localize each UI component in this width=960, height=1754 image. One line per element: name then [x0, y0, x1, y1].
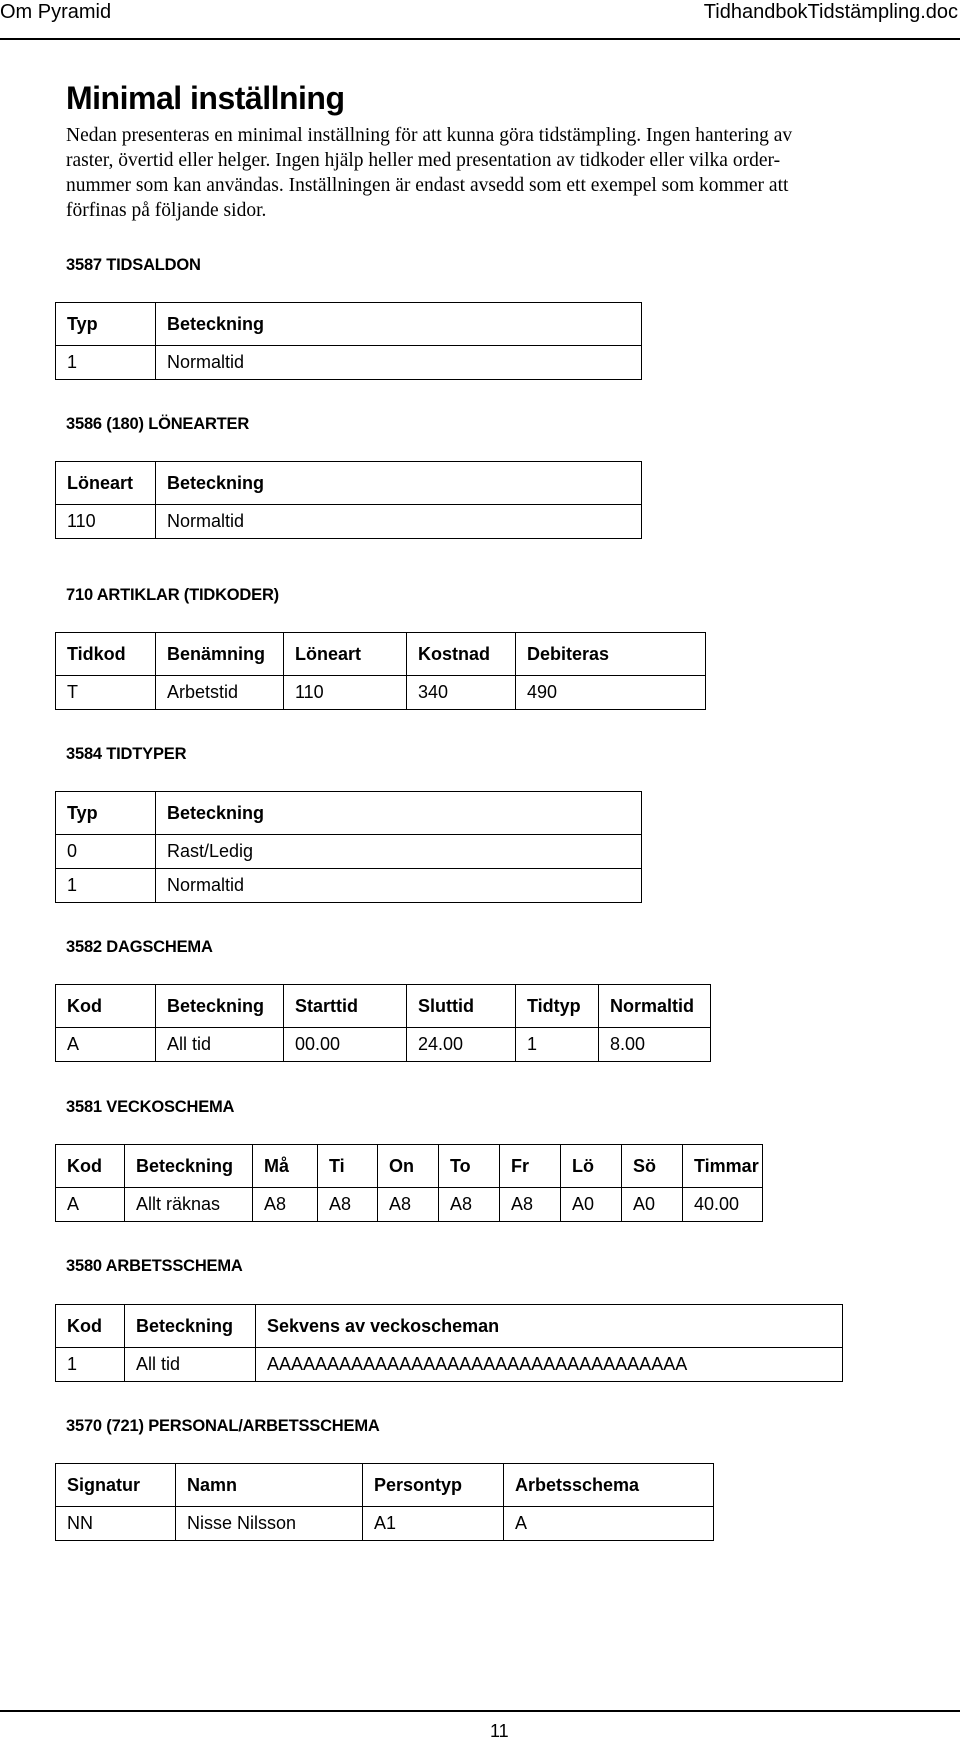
- table-cell: 110: [67, 511, 96, 531]
- column-header: Debiteras: [516, 633, 706, 676]
- table-cell: Normaltid: [156, 869, 642, 903]
- intro-line: raster, övertid eller helger. Ingen hjälp heller med presentation av tidkoder eller vilka order-: [66, 150, 781, 171]
- page-number: 11: [490, 1721, 509, 1741]
- intro-line: Nedan presenteras en minimal inställning för att kunna göra tidstämpling. Ingen hantering av: [66, 125, 793, 146]
- table-cell: NN: [67, 1513, 93, 1533]
- table-row: [56, 1507, 714, 1541]
- column-header: Signatur: [67, 1474, 141, 1495]
- table-veckoschema: [55, 1144, 763, 1222]
- table-cell: 8.00: [599, 1028, 711, 1062]
- intro-line: nummer som kan användas. Inställningen är endast avsedd som ett exempel som kommer att: [66, 175, 789, 196]
- table-header-row: [56, 985, 711, 1028]
- table-cell: 1: [67, 1354, 78, 1374]
- column-header: Löneart: [284, 633, 407, 676]
- table-row: [56, 1188, 763, 1222]
- table-cell: Allt räknas: [125, 1188, 253, 1222]
- table-cell: A8: [378, 1188, 439, 1222]
- table-cell: A8: [439, 1188, 500, 1222]
- table-header-row: [56, 462, 642, 505]
- column-header: On: [378, 1145, 439, 1188]
- column-header: Fr: [500, 1145, 561, 1188]
- column-header: Starttid: [284, 985, 407, 1028]
- table-cell: 490: [516, 676, 706, 710]
- table-row: [56, 676, 706, 710]
- column-header: Typ: [67, 313, 98, 334]
- table-cell: 340: [407, 676, 516, 710]
- table-header-row: [56, 1145, 763, 1188]
- table-header-row: [56, 1464, 714, 1507]
- column-header: Typ: [67, 802, 98, 823]
- table-cell: A1: [363, 1507, 504, 1541]
- table-row: [56, 346, 642, 380]
- column-header: Beteckning: [156, 985, 284, 1028]
- section-heading-arbetsschema: 3580 ARBETSSCHEMA: [66, 1257, 243, 1275]
- table-cell: A: [67, 1034, 80, 1054]
- table-row: [56, 1348, 843, 1382]
- column-header: Beteckning: [156, 303, 642, 346]
- table-tidtyper: [55, 791, 642, 903]
- table-row: [56, 869, 642, 903]
- table-dagschema: [55, 984, 711, 1062]
- column-header: Beteckning: [156, 792, 642, 835]
- section-heading-tidtyper: 3584 TIDTYPER: [66, 745, 187, 763]
- column-header: Benämning: [156, 633, 284, 676]
- section-heading-dagschema: 3582 DAGSCHEMA: [66, 938, 213, 956]
- section-heading-veckoschema: 3581 VECKOSCHEMA: [66, 1098, 235, 1116]
- column-header: Beteckning: [125, 1145, 253, 1188]
- section-heading-lonearter: 3586 (180) LÖNEARTER: [66, 415, 250, 433]
- column-header: To: [439, 1145, 500, 1188]
- table-cell: A8: [318, 1188, 378, 1222]
- intro-line: förfinas på följande sidor.: [66, 200, 267, 221]
- footer-rule: [0, 1710, 960, 1712]
- table-cell: A8: [500, 1188, 561, 1222]
- table-cell: Rast/Ledig: [156, 835, 642, 869]
- table-cell: All tid: [156, 1028, 284, 1062]
- table-cell: 110: [284, 676, 407, 710]
- column-header: Normaltid: [599, 985, 711, 1028]
- table-cell: Arbetstid: [156, 676, 284, 710]
- column-header: Tidkod: [67, 643, 126, 664]
- table-cell: 1: [56, 869, 156, 903]
- table-row: [56, 1028, 711, 1062]
- column-header: Beteckning: [156, 462, 642, 505]
- table-artiklar: [55, 632, 706, 710]
- column-header: Sekvens av veckoscheman: [256, 1305, 843, 1348]
- column-header: Persontyp: [363, 1464, 504, 1507]
- table-header-row: [56, 303, 642, 346]
- intro-paragraph: [66, 123, 946, 223]
- table-cell: 1: [67, 352, 78, 372]
- table-arbetsschema: [55, 1304, 843, 1382]
- column-header: Timmar: [683, 1145, 763, 1188]
- column-header: Sluttid: [407, 985, 516, 1028]
- page-title: Minimal inställning: [66, 80, 345, 116]
- section-heading-tidsaldon: 3587 TIDSALDON: [66, 256, 201, 274]
- column-header: Arbetsschema: [504, 1464, 714, 1507]
- header-filename: TidhandbokTidstämpling.doc: [703, 1, 958, 23]
- table-row: [56, 505, 642, 539]
- table-personal-arbetsschema: [55, 1463, 714, 1541]
- table-cell: Normaltid: [156, 505, 642, 539]
- column-header: Lö: [561, 1145, 622, 1188]
- table-cell: All tid: [125, 1348, 256, 1382]
- section-heading-artiklar: 710 ARTIKLAR (TIDKODER): [66, 586, 279, 604]
- column-header: Ti: [318, 1145, 378, 1188]
- table-row: [56, 835, 642, 869]
- table-cell: 0: [67, 841, 78, 861]
- section-heading-personal-arbetsschema: 3570 (721) PERSONAL/ARBETSSCHEMA: [66, 1417, 380, 1435]
- table-cell: 1: [516, 1028, 599, 1062]
- table-cell: 24.00: [407, 1028, 516, 1062]
- table-cell: Normaltid: [156, 346, 642, 380]
- table-cell: 00.00: [284, 1028, 407, 1062]
- table-cell: A8: [253, 1188, 318, 1222]
- table-cell: A: [67, 1194, 80, 1214]
- table-header-row: [56, 633, 706, 676]
- table-cell: Nisse Nilsson: [176, 1507, 363, 1541]
- column-header: Tidtyp: [516, 985, 599, 1028]
- table-cell: A0: [561, 1188, 622, 1222]
- table-tidsaldon: [55, 302, 642, 380]
- column-header: Sö: [622, 1145, 683, 1188]
- column-header: Löneart: [67, 472, 134, 493]
- column-header: Kostnad: [407, 633, 516, 676]
- column-header: Beteckning: [125, 1305, 256, 1348]
- table-header-row: [56, 792, 642, 835]
- column-header: Namn: [176, 1464, 363, 1507]
- running-header: [0, 0, 960, 40]
- table-lonearter: [55, 461, 642, 539]
- table-cell: T: [67, 682, 78, 702]
- table-cell: AAAAAAAAAAAAAAAAAAAAAAAAAAAAAAAAAAA: [256, 1348, 843, 1382]
- table-cell: A: [504, 1507, 714, 1541]
- column-header: Kod: [67, 1315, 102, 1336]
- header-chapter: Om Pyramid: [0, 1, 112, 23]
- column-header: Kod: [67, 1155, 102, 1176]
- table-header-row: [56, 1305, 843, 1348]
- table-cell: A0: [622, 1188, 683, 1222]
- column-header: Kod: [67, 995, 102, 1016]
- table-cell: 40.00: [683, 1188, 763, 1222]
- column-header: Må: [253, 1145, 318, 1188]
